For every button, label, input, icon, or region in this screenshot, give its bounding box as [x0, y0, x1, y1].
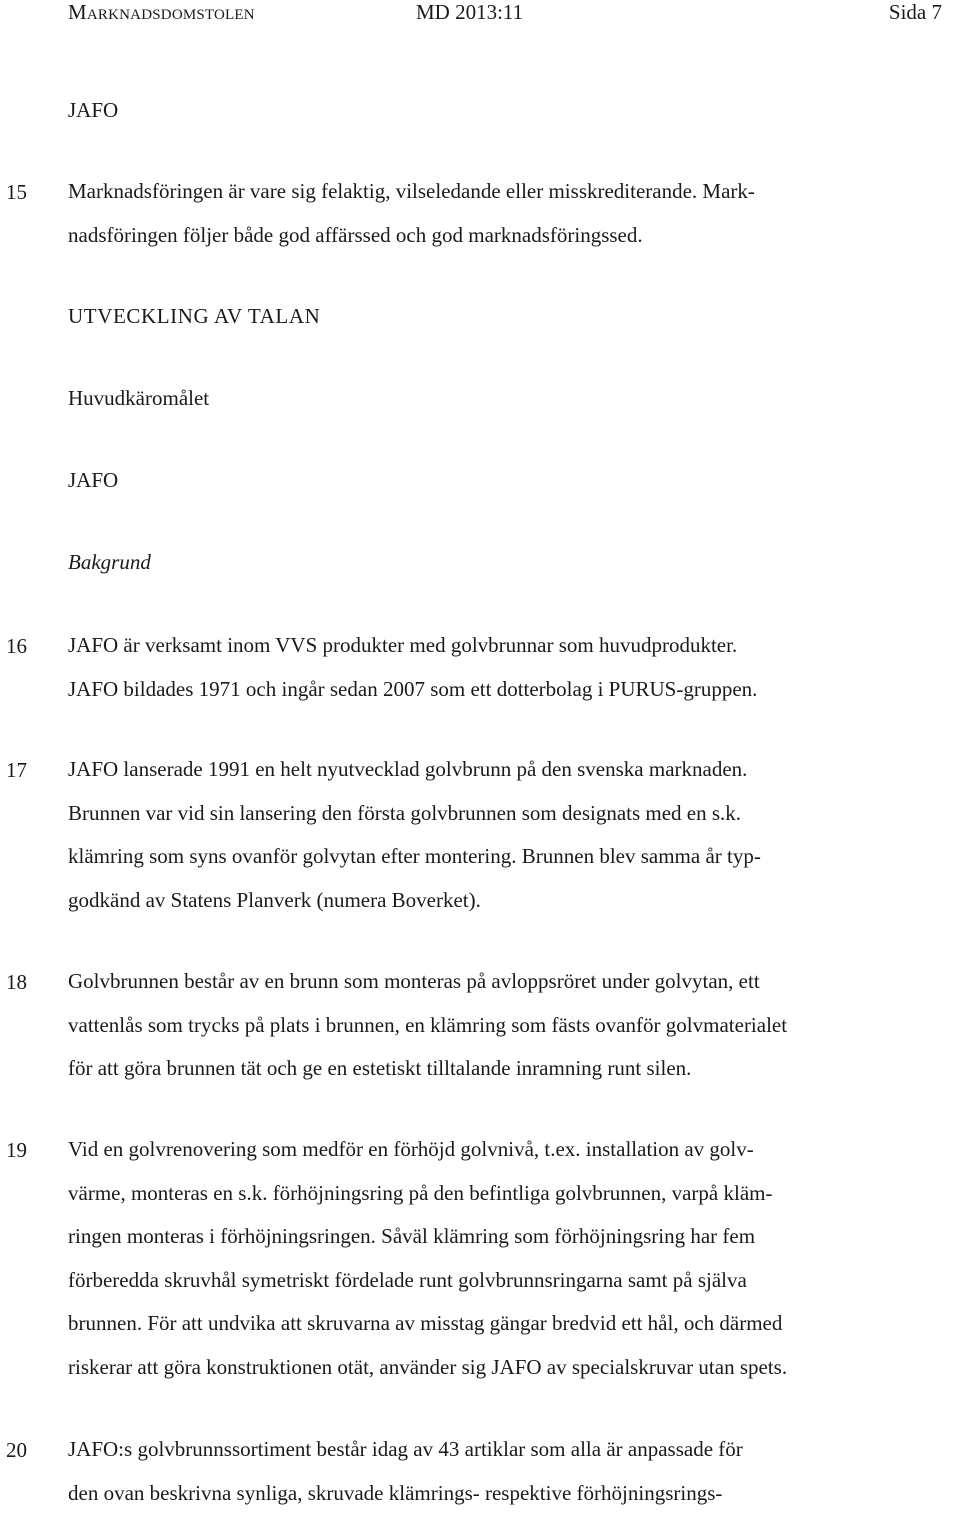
paragraph-18: [68, 960, 948, 1091]
header-page-number: Sida 7: [888, 0, 942, 24]
paragraph-number: 17: [6, 758, 27, 782]
paragraph-16: [68, 624, 948, 711]
paragraph-line: nadsföringen följer både god affärssed och god marknadsföringssed.: [68, 222, 643, 247]
header-court-name: Marknadsdomstolen: [68, 0, 255, 24]
paragraph-number: 20: [6, 1438, 27, 1462]
paragraph-number: 16: [6, 634, 27, 658]
paragraph-line: vattenlås som trycks på plats i brunnen, en klämring som fästs ovanför golvmaterialet: [68, 1012, 788, 1037]
paragraph-19: [68, 1128, 948, 1390]
paragraph-number: 18: [6, 970, 27, 994]
header-case-number: MD 2013:11: [416, 0, 524, 24]
paragraph-line: JAFO lanserade 1991 en helt nyutvecklad golvbrunn på den svenska marknaden.: [68, 757, 748, 781]
paragraph-line: JAFO är verksamt inom VVS produkter med golvbrunnar som huvudprodukter.: [68, 633, 738, 657]
paragraph-line: för att göra brunnen tät och ge en estetiskt tilltalande inramning runt silen.: [68, 1056, 692, 1081]
subheading-bakgrund: Bakgrund: [68, 550, 151, 574]
section-heading: UTVECKLING AV TALAN: [68, 304, 321, 328]
paragraph-line: Marknadsföringen är vare sig felaktig, vilseledande eller misskrediterande. Mark-: [68, 179, 755, 203]
paragraph-line: JAFO bildades 1971 och ingår sedan 2007 som ett dotterbolag i PURUS-gruppen.: [68, 676, 758, 701]
paragraph-line: förberedda skruvhål symetriskt fördelade runt golvbrunnsringarna samt på själva: [68, 1267, 747, 1292]
paragraph-number: 19: [6, 1138, 27, 1162]
subsection-heading: Huvudkäromålet: [68, 386, 210, 410]
paragraph-line: Golvbrunnen består av en brunn som monteras på avloppsröret under golvytan, ett: [68, 969, 760, 993]
paragraph-number: 15: [6, 180, 27, 204]
paragraph-line: värme, monteras en s.k. förhöjningsring på den befintliga golvbrunnen, varpå kläm-: [68, 1180, 773, 1205]
paragraph-line: ringen monteras i förhöjningsringen. Såväl klämring som förhöjningsring har fem: [68, 1224, 756, 1249]
paragraph-line: godkänd av Statens Planverk (numera Boverket).: [68, 887, 481, 912]
paragraph-line: den ovan beskrivna synliga, skruvade klämrings- respektive förhöjningsrings-: [68, 1480, 723, 1505]
paragraph-15: [68, 170, 948, 257]
paragraph-line: riskerar att göra konstruktionen otät, använder sig JAFO av specialskruvar utan spets.: [68, 1354, 788, 1379]
paragraph-line: JAFO:s golvbrunnssortiment består idag av 43 artiklar som alla är anpassade för: [68, 1437, 743, 1461]
paragraph-17: [68, 748, 948, 922]
heading-party-jafo: JAFO: [68, 98, 119, 122]
heading-party-jafo: JAFO: [68, 468, 119, 492]
paragraph-20: [68, 1428, 948, 1515]
paragraph-line: brunnen. För att undvika att skruvarna av misstag gängar bredvid ett hål, och därmed: [68, 1311, 783, 1336]
paragraph-line: Vid en golvrenovering som medför en förhöjd golvnivå, t.ex. installation av golv-: [68, 1137, 754, 1161]
paragraph-line: Brunnen var vid sin lansering den första golvbrunnen som designats med en s.k.: [68, 800, 742, 825]
paragraph-line: klämring som syns ovanför golvytan efter montering. Brunnen blev samma år typ-: [68, 844, 761, 869]
